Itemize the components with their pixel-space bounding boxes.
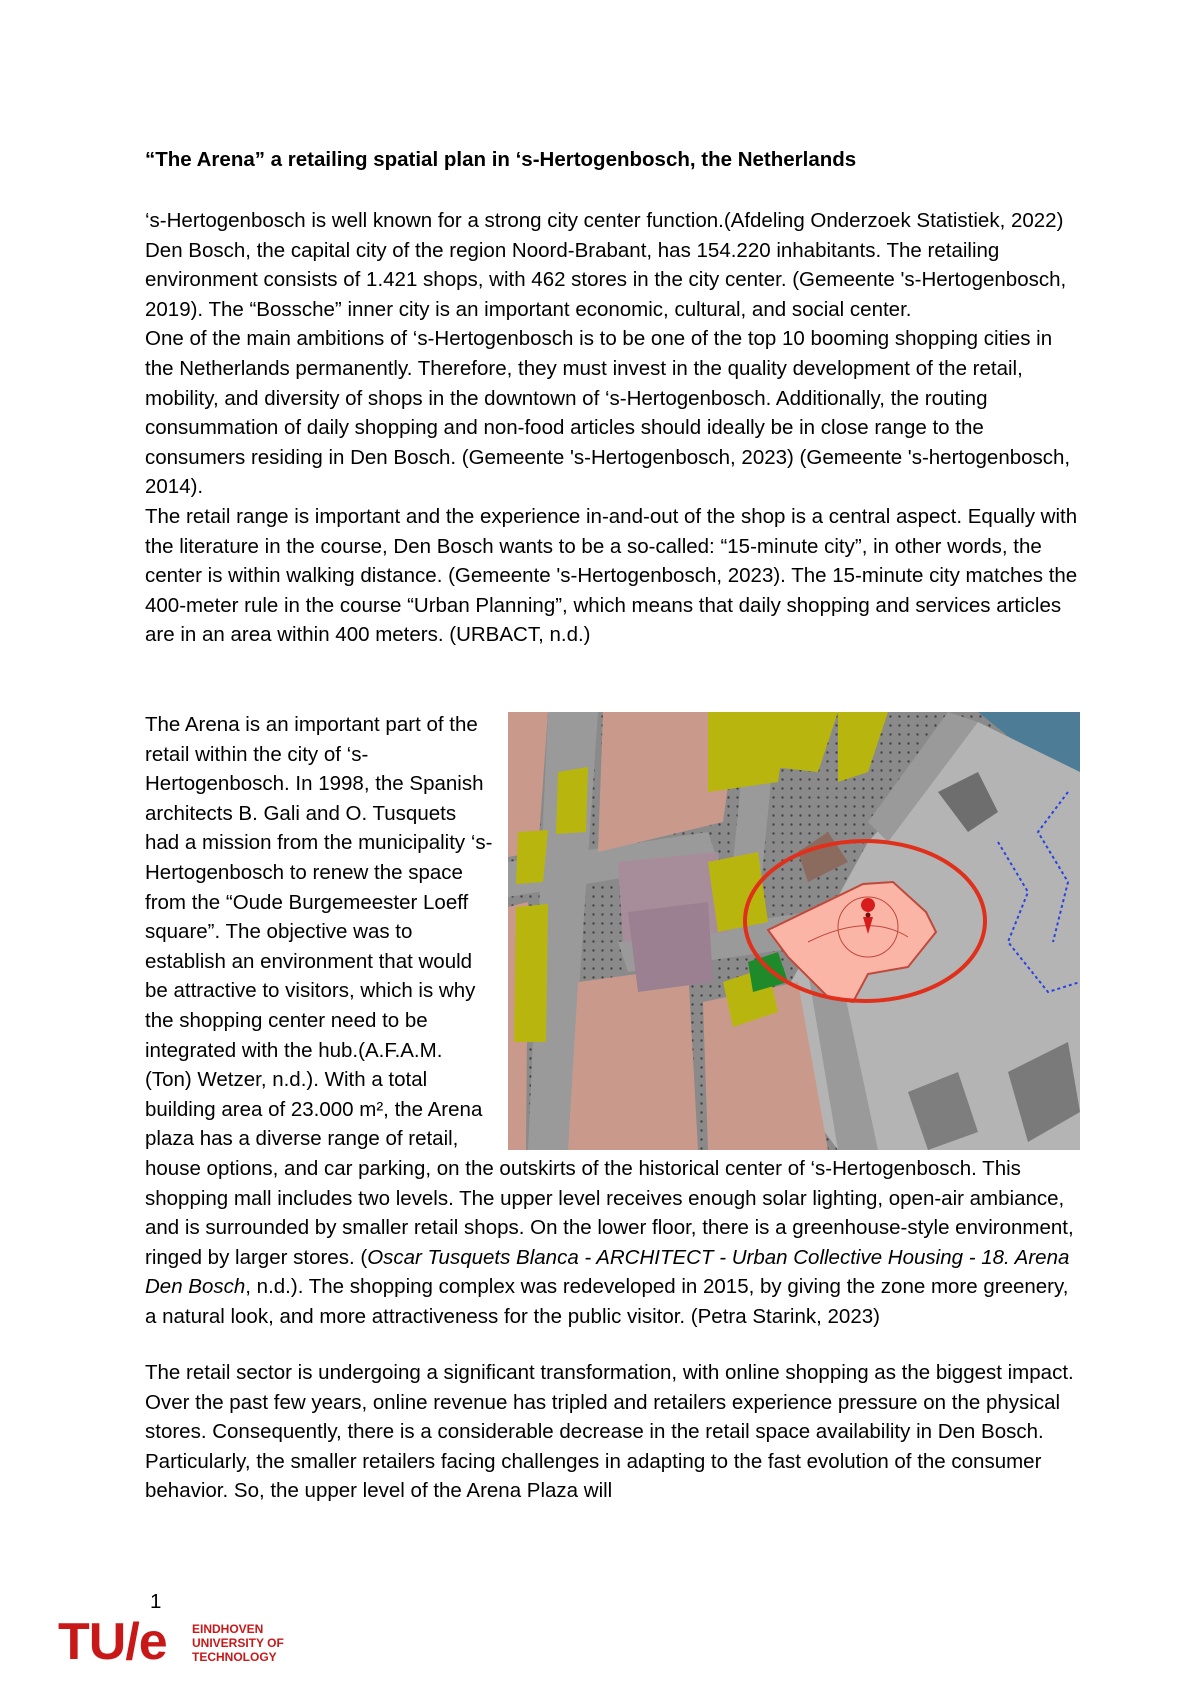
paragraph: The Arena is an important part of the retail within the city of ‘s-Hertogenbosch. In 1998, the Spanish architects B. Gali and O. Tusquets had a mission from the municipality ‘s-Hertogenbosch to renew the space from the “Oude Burgemeester Loeff square”. The objective was to establish an environment that would be attractive to visitors, which is why the shopping center need to be integrated with the hub.(A.F.A.M. (Ton) Wetzer, n.d.). With a total building area of 23.000 m², the Arena plaza has a diverse range of retail, house options, and car parking, on the outskirts of the historical center of ‘s-Hertogenbosch. This shopping mall includes two levels. The upper level receives enough solar lighting, open-air ambiance, and is surrounded by smaller retail shops. On the lower floor, there is a greenhouse-style environment, ringed by larger stores. (Oscar Tusquets Blanca - ARCHITECT - Urban Collective Housing - 18. Arena Den Bosch, n.d.). The shopping complex was redeveloped in 2015, by giving the zone more greenery, a natural look, and more attractiveness for the public visitor. (Petra Starink, 2023) [145,713,1074,1328]
paragraph: One of the main ambitions of ‘s-Hertogenbosch is to be one of the top 10 booming shopping cities in the Netherlands permanently. Therefore, they must invest in the quality development of the retail, mobility, and diversity of shops in the downtown of ‘s-Hertogenbosch. Additionally, the routing consummation of daily shopping and non-food articles should ideally be in close range to the consumers residing in Den Bosch. (Gemeente 's-Hertogenbosch, 2023) (Gemeente 's-hertogenbosch, 2014). [145,327,1071,499]
intro-section [145,206,1080,650]
logo-text: EINDHOVEN UNIVERSITY OF TECHNOLOGY [192,1622,284,1664]
paragraph: The retail range is important and the experience in-and-out of the shop is a central aspect. Equally with the literature in the course, Den Bosch wants to be a so-called: “15-minute city”, in other words, the center is within walking distance. (Gemeente 's-Hertogenbosch, 2023). The 15-minute city matches the 400-meter rule in the course “Urban Planning”, which means that daily shopping and services articles are in an area within 400 meters. (URBACT, n.d.) [145,504,1078,647]
tue-logo [58,1613,318,1671]
document-title: “The Arena” a retailing spatial plan in ‘s-Hertogenbosch, the Netherlands [145,148,857,171]
arena-map-image [508,712,1080,1150]
paragraph: ‘s-Hertogenbosch is well known for a strong city center function.(Afdeling Onderzoek Statistiek, 2022) Den Bosch, the capital city of the region Noord-Brabant, has 154.220 inhabitants. The retailing environment consists of 1.421 shops, with 462 stores in the city center. (Gemeente 's-Hertogenbosch, 2019). The “Bossche” inner city is an important economic, cultural, and social center. [145,209,1067,321]
arena-section [145,710,1080,1331]
logo-mark: TU/e [58,1613,167,1671]
page-number: 1 [150,1590,162,1613]
retail-section [145,1358,1080,1506]
arena-map-figure [508,712,1080,1150]
paragraph: The retail sector is undergoing a significant transformation, with online shopping as the biggest impact. Over the past few years, online revenue has tripled and retailers experience pressure on the physical stores. Consequently, there is a considerable decrease in the retail space availability in Den Bosch. Particularly, the smaller retailers facing challenges in adapting to the fast evolution of the consumer behavior. So, the upper level of the Arena Plaza will [145,1361,1074,1503]
